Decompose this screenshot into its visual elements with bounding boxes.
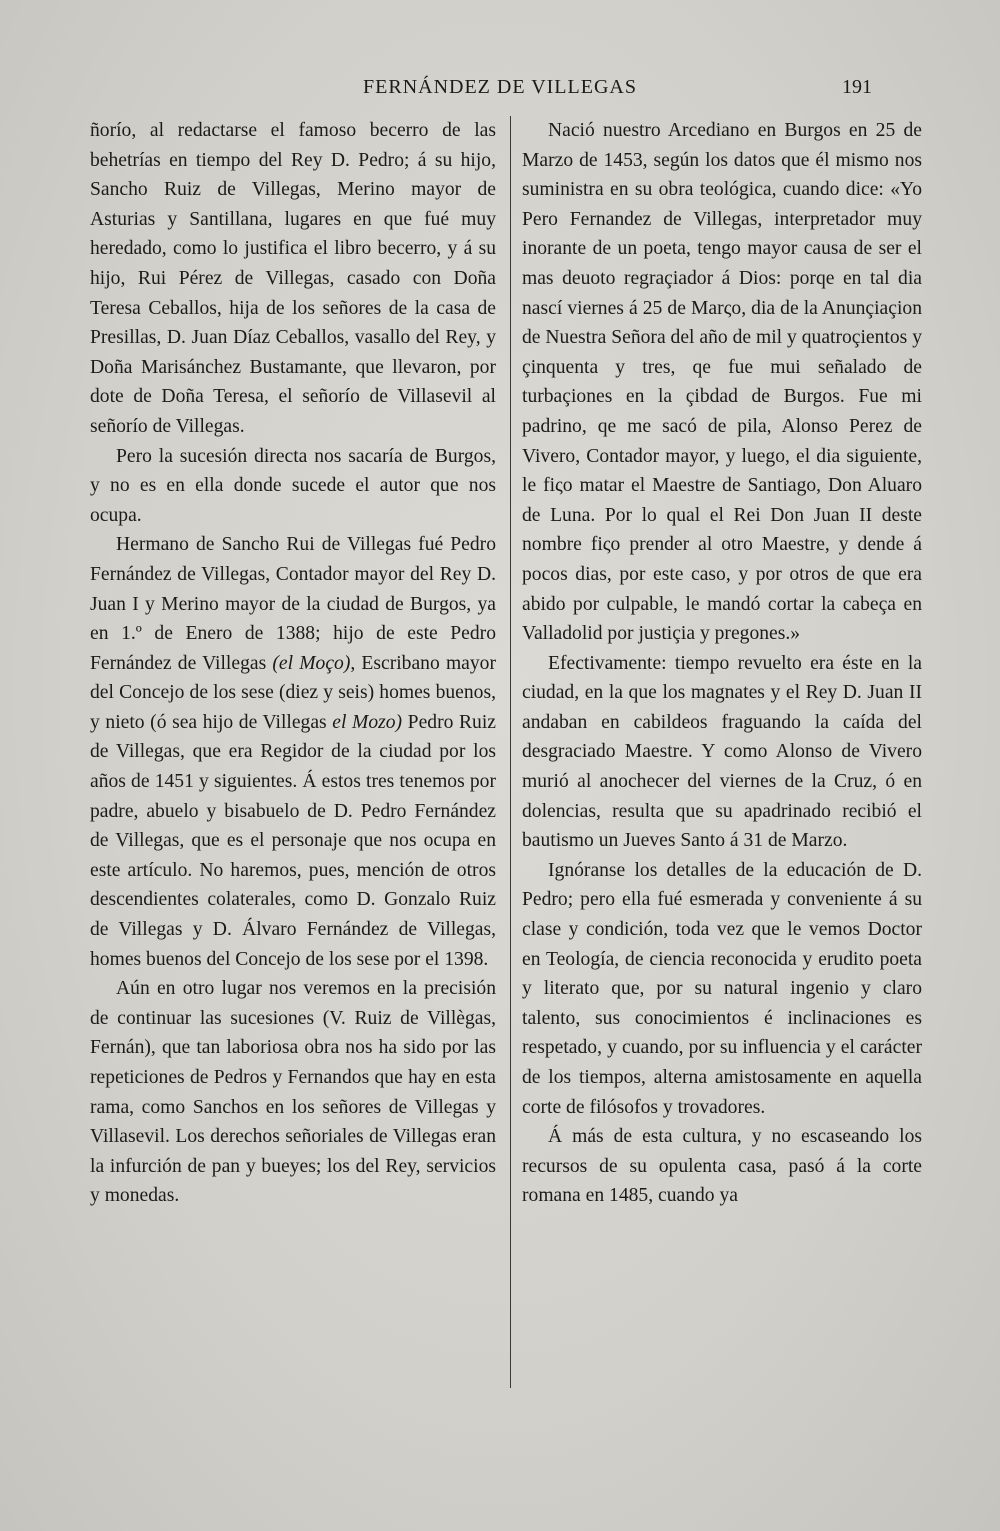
- left-paragraph-2: Pero la sucesión directa nos sacaría de Burgos, y no es en ella donde sucede el autor que nos ocupa.: [90, 445, 496, 526]
- left-paragraph-3: [90, 530, 496, 974]
- left-paragraph-3-text-a: Hermano de Sancho Rui de Villegas fué Pedro Fernández de Villegas, Contador mayor del Rey D. Juan I y Merino mayor de la ciudad de Burgos, ya en 1.º de Enero de 1388; hijo de este Pedro Fernández de Villegas: [90, 534, 496, 674]
- left-paragraph-3-italic-2: el Mozo): [332, 711, 403, 733]
- left-column: [90, 116, 496, 1211]
- left-paragraph-3-text-b: , Escribano mayor del Concejo de los sese (diez y seis) homes buenos, y nieto (ó sea hijo de Villegas: [90, 652, 496, 733]
- right-paragraph-4: Á más de esta cultura, y no escaseando los recursos de su opulenta casa, pasó á la corte romana en 1485, cuando ya: [522, 1126, 922, 1207]
- left-paragraph-3-text-c: Pedro Ruiz de Villegas, que era Regidor de la ciudad por los años de 1451 y siguientes. Á estos tres tenemos por padre, abuelo y bisabuelo de D. Pedro Fernández de Villegas, que es el personaje que nos ocupa en este artículo. No haremos, pues, mención de otros descendientes colaterales, como D. Gonzalo Ruiz de Villegas y D. Álvaro Fernández de Villegas, homes buenos del Concejo de los sese por el 1398.: [90, 711, 496, 970]
- right-paragraph-1: Nació nuestro Arcediano en Burgos en 25 de Marzo de 1453, según los datos que él mismo nos suministra en su obra teológica, cuando dice: «Yo Pero Fernandez de Villegas, interpretador muy inorante de un poeta, tengo mayor causa de ser el mas deuoto regraçiador á Dios: porqe en tal dia nascí viernes á 25 de Marςo, dia de la Anunçiaçion de Nuestra Señora del año de mil y quatroçientos y çinquenta y tres, qe fue mui señalado de turbaçiones en la çibdad de Burgos. Fue mi padrino, qe me sacó de pila, Alonso Perez de Vivero, Contador mayor, y luego, el dia siguiente, le fiςo matar el Maestre de Santiago, Don Aluaro de Luna. Por lo qual el Rei Don Juan II deste nombre fiςo prender al otro Maestre, y dende á pocos dias, por este caso, y por otros de que era abido por culpable, le mandó cortar la cabeça en Valladolid por justiçia y pregones.»: [522, 120, 922, 645]
- left-paragraph-1: ñorío, al redactarse el famoso becerro de las behetrías en tiempo del Rey D. Pedro; á su hijo, Sancho Ruiz de Villegas, Merino mayor de Asturias y Santillana, lugares en que fué muy heredado, como lo justifica el libro becerro, y á su hijo, Rui Pérez de Villegas, casado con Doña Teresa Ceballos, hija de los señores de la casa de Presillas, D. Juan Díaz Ceballos, vasallo del Rey, y Doña Marisánchez Bustamante, que llevaron, por dote de Doña Teresa, el señorío de Villasevil al señorío de Villegas.: [90, 120, 496, 437]
- left-paragraph-3-italic-1: (el Moço): [272, 652, 351, 674]
- running-title: FERNÁNDEZ DE VILLEGAS: [363, 76, 637, 98]
- right-column: [522, 116, 922, 1211]
- page-number: 191: [842, 76, 872, 98]
- left-paragraph-4: Aún en otro lugar nos veremos en la precisión de continuar las sucesiones (V. Ruiz de Villègas, Fernán), que tan laboriosa obra nos ha sido por las repeticiones de Pedros y Fernandos que hay en esta rama, como Sanchos en los señores de Villegas y Villasevil. Los derechos señoriales de Villegas eran la infurción de pan y bueyes; los del Rey, servicios y monedas.: [90, 978, 496, 1207]
- right-paragraph-2: Efectivamente: tiempo revuelto era éste en la ciudad, en la que los magnates y el Rey D. Juan II andaban en cabildeos fraguando la caída del desgraciado Maestre. Y como Alonso de Vivero murió al anochecer del viernes de la Cruz, ó en dolencias, resulta que su apadrinado recibió el bautismo un Jueves Santo á 31 de Marzo.: [522, 652, 922, 852]
- column-divider: [510, 116, 511, 1388]
- right-paragraph-3: Ignóranse los detalles de la educación de D. Pedro; pero ella fué esmerada y conveniente á su clase y condición, toda vez que le vemos Doctor en Teología, de ciencia reconocida y erudito poeta y literato que, por su natural ingenio y claro talento, sus conocimientos é inclinaciones es respetado, y cuando, por su influencia y el carácter de los tiempos, alterna amistosamente en aquella corte de filósofos y trovadores.: [522, 859, 922, 1118]
